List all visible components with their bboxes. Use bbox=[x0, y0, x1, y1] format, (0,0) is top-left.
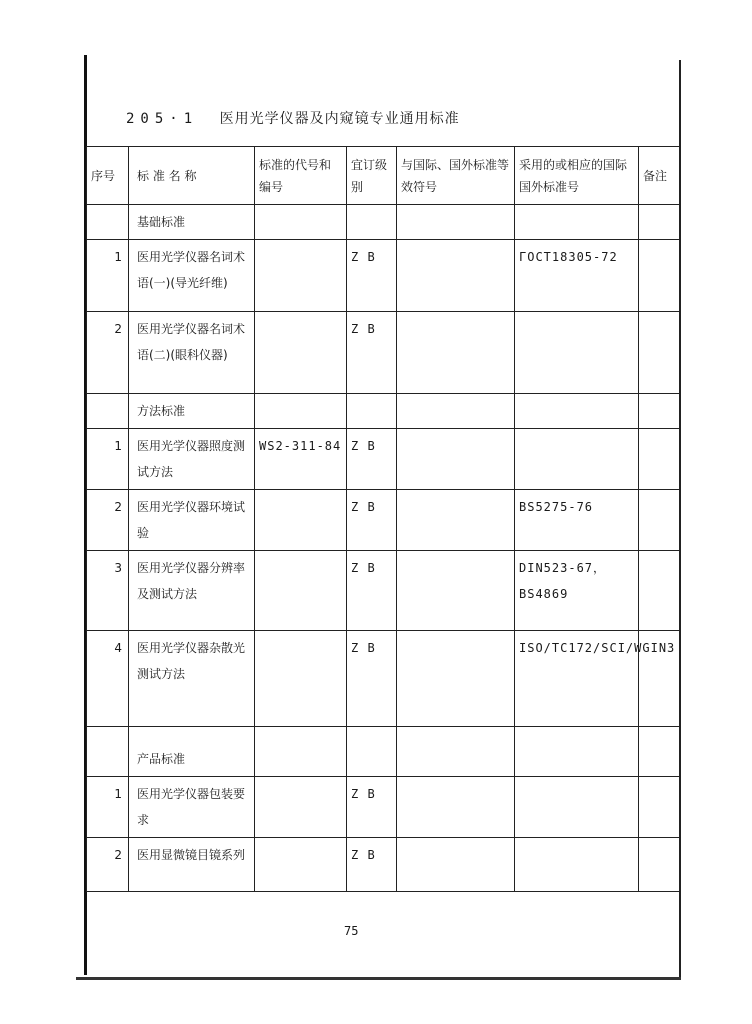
cell-code bbox=[255, 631, 347, 727]
cell-code: WS2-311-84 bbox=[255, 429, 347, 490]
empty-cell bbox=[255, 727, 347, 777]
section-heading: 医用光学仪器及内窥镜专业通用标准 bbox=[219, 111, 460, 127]
cell-intl-standard bbox=[515, 838, 639, 892]
section-title bbox=[126, 108, 460, 128]
empty-cell bbox=[515, 727, 639, 777]
cell-intl-standard bbox=[515, 312, 639, 394]
table-row bbox=[87, 312, 681, 394]
standards-table bbox=[86, 146, 681, 892]
empty-cell bbox=[347, 727, 397, 777]
table-row bbox=[87, 838, 681, 892]
cell-name: 医用光学仪器照度测试方法 bbox=[129, 429, 255, 490]
header-intl-relation: 与国际、国外标准等效符号 bbox=[397, 147, 515, 205]
cell-level: Z B bbox=[347, 551, 397, 631]
cell-name: 医用光学仪器名词术语(一)(导光纤维) bbox=[129, 240, 255, 312]
cell-level: Z B bbox=[347, 838, 397, 892]
cell-name: 医用光学仪器分辨率及测试方法 bbox=[129, 551, 255, 631]
cell-remark bbox=[639, 777, 681, 838]
cell-intl-relation bbox=[397, 490, 515, 551]
table-row bbox=[87, 631, 681, 727]
category-row bbox=[87, 205, 681, 240]
section-number: 205·1 bbox=[126, 111, 199, 127]
cell-name: 医用光学仪器包装要求 bbox=[129, 777, 255, 838]
table-row bbox=[87, 240, 681, 312]
empty-cell bbox=[87, 205, 129, 240]
header-remark: 备注 bbox=[639, 147, 681, 205]
header-name: 标 准 名 称 bbox=[129, 147, 255, 205]
cell-intl-relation bbox=[397, 631, 515, 727]
empty-cell bbox=[347, 205, 397, 240]
cell-code bbox=[255, 312, 347, 394]
empty-cell bbox=[639, 727, 681, 777]
category-row bbox=[87, 394, 681, 429]
cell-name: 医用光学仪器环境试验 bbox=[129, 490, 255, 551]
cell-no: 2 bbox=[87, 312, 129, 394]
cell-code bbox=[255, 490, 347, 551]
header-code: 标准的代号和编号 bbox=[255, 147, 347, 205]
empty-cell bbox=[397, 205, 515, 240]
category-row bbox=[87, 727, 681, 777]
category-label: 基础标准 bbox=[129, 205, 255, 240]
cell-no: 2 bbox=[87, 490, 129, 551]
cell-level: Z B bbox=[347, 631, 397, 727]
cell-code bbox=[255, 838, 347, 892]
cell-level: Z B bbox=[347, 240, 397, 312]
cell-name: 医用光学仪器杂散光测试方法 bbox=[129, 631, 255, 727]
page-number: 75 bbox=[344, 924, 359, 938]
cell-level: Z B bbox=[347, 312, 397, 394]
cell-remark bbox=[639, 490, 681, 551]
empty-cell bbox=[87, 727, 129, 777]
cell-level: Z B bbox=[347, 777, 397, 838]
cell-level: Z B bbox=[347, 490, 397, 551]
cell-no: 1 bbox=[87, 429, 129, 490]
cell-intl-standard: DIN523-67，BS4869 bbox=[515, 551, 639, 631]
cell-level: Z B bbox=[347, 429, 397, 490]
cell-no: 3 bbox=[87, 551, 129, 631]
page-bottom-border bbox=[76, 977, 681, 980]
cell-intl-relation bbox=[397, 429, 515, 490]
empty-cell bbox=[255, 205, 347, 240]
empty-cell bbox=[639, 394, 681, 429]
cell-intl-relation bbox=[397, 838, 515, 892]
cell-intl-standard bbox=[515, 777, 639, 838]
empty-cell bbox=[255, 394, 347, 429]
category-label: 方法标准 bbox=[129, 394, 255, 429]
cell-code bbox=[255, 551, 347, 631]
cell-no: 1 bbox=[87, 777, 129, 838]
cell-intl-standard: ГОСТ18305-72 bbox=[515, 240, 639, 312]
category-label: 产品标准 bbox=[129, 727, 255, 777]
table-row bbox=[87, 551, 681, 631]
empty-cell bbox=[515, 205, 639, 240]
empty-cell bbox=[87, 394, 129, 429]
empty-cell bbox=[397, 394, 515, 429]
empty-cell bbox=[639, 205, 681, 240]
empty-cell bbox=[515, 394, 639, 429]
cell-intl-relation bbox=[397, 777, 515, 838]
header-level: 宜订级别 bbox=[347, 147, 397, 205]
cell-no: 1 bbox=[87, 240, 129, 312]
cell-intl-relation bbox=[397, 240, 515, 312]
cell-intl-relation bbox=[397, 551, 515, 631]
cell-remark bbox=[639, 429, 681, 490]
cell-no: 4 bbox=[87, 631, 129, 727]
cell-intl-standard: ISO/TC172/SCI/WGIN3 bbox=[515, 631, 639, 727]
empty-cell bbox=[397, 727, 515, 777]
table-row bbox=[87, 490, 681, 551]
table-row bbox=[87, 777, 681, 838]
cell-code bbox=[255, 240, 347, 312]
header-no: 序号 bbox=[87, 147, 129, 205]
cell-intl-relation bbox=[397, 312, 515, 394]
header-intl-standard: 采用的或相应的国际国外标准号 bbox=[515, 147, 639, 205]
cell-intl-standard: BS5275-76 bbox=[515, 490, 639, 551]
cell-intl-standard bbox=[515, 429, 639, 490]
cell-remark bbox=[639, 838, 681, 892]
cell-no: 2 bbox=[87, 838, 129, 892]
cell-remark bbox=[639, 551, 681, 631]
cell-code bbox=[255, 777, 347, 838]
cell-remark bbox=[639, 312, 681, 394]
cell-name: 医用光学仪器名词术语(二)(眼科仪器) bbox=[129, 312, 255, 394]
cell-name: 医用显微镜目镜系列 bbox=[129, 838, 255, 892]
cell-remark bbox=[639, 240, 681, 312]
table-header-row bbox=[87, 147, 681, 205]
table-row bbox=[87, 429, 681, 490]
empty-cell bbox=[347, 394, 397, 429]
table-body bbox=[87, 205, 681, 892]
